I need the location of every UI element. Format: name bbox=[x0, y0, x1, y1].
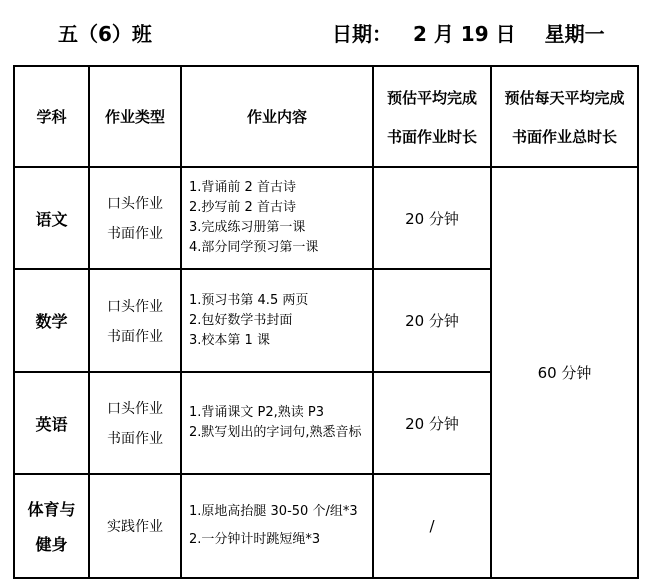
subject-cell: 英语 bbox=[14, 372, 89, 474]
class-title: 五（6）班 bbox=[58, 22, 152, 46]
weekday: 星期一 bbox=[544, 22, 605, 46]
total-time-cell: 60 分钟 bbox=[491, 167, 638, 578]
col-header-content: 作业内容 bbox=[181, 66, 373, 167]
type-cell: 口头作业 书面作业 bbox=[89, 167, 181, 269]
col-header-total-time: 预估每天平均完成 书面作业总时长 bbox=[491, 66, 638, 167]
date-value: 2 月 19 日 bbox=[412, 22, 516, 46]
date-label: 日期： bbox=[332, 22, 392, 46]
date-line bbox=[332, 18, 605, 47]
time-cell: 20 分钟 bbox=[373, 372, 491, 474]
header-row bbox=[14, 66, 638, 167]
content-cell: 1.预习书第 4.5 两页 2.包好数学书封面 3.校本第 1 课 bbox=[181, 269, 373, 372]
type-cell: 口头作业 书面作业 bbox=[89, 269, 181, 372]
homework-table bbox=[13, 65, 639, 579]
time-cell: 20 分钟 bbox=[373, 269, 491, 372]
col-header-est-time: 预估平均完成 书面作业时长 bbox=[373, 66, 491, 167]
type-cell: 实践作业 bbox=[89, 474, 181, 578]
subject-cell: 语文 bbox=[14, 167, 89, 269]
content-cell: 1.背诵课文 P2,熟读 P3 2.默写划出的字词句,熟悉音标 bbox=[181, 372, 373, 474]
time-cell: 20 分钟 bbox=[373, 167, 491, 269]
subject-cell: 体育与 健身 bbox=[14, 474, 89, 578]
col-header-type: 作业类型 bbox=[89, 66, 181, 167]
table-row bbox=[14, 167, 638, 269]
content-cell: 1.背诵前 2 首古诗 2.抄写前 2 首古诗 3.完成练习册第一课 4.部分同学预习第一课 bbox=[181, 167, 373, 269]
type-cell: 口头作业 书面作业 bbox=[89, 372, 181, 474]
subject-cell: 数学 bbox=[14, 269, 89, 372]
time-cell: / bbox=[373, 474, 491, 578]
col-header-subject: 学科 bbox=[14, 66, 89, 167]
content-cell: 1.原地高抬腿 30-50 个/组*3 2.一分钟计时跳短绳*3 bbox=[181, 474, 373, 578]
